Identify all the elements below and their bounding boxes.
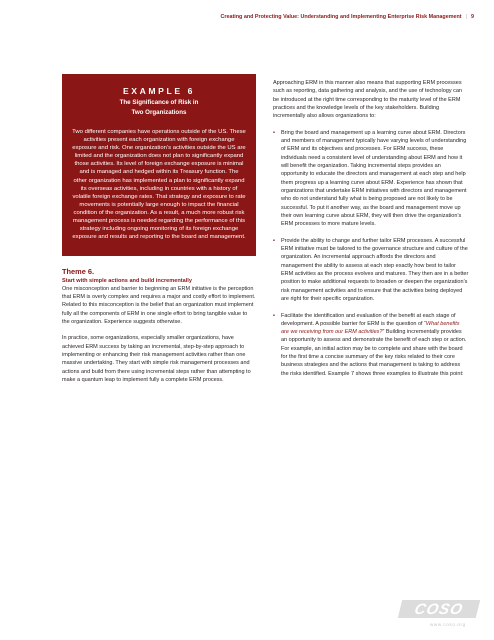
list-item [273, 312, 469, 378]
example-6-callout [62, 74, 256, 256]
list-item-text [281, 313, 466, 377]
header-separator: | [465, 14, 467, 20]
bullet-icon: • [273, 312, 275, 319]
theme-paragraph-1: One misconception and barrier to beginning an ERM initiative is the perception that ERM is overly complex and requires a major and costly effort to implement. Related to this misconception is the belief that an organization must implement fully all the components of ERM in one single effort to bring tangible value to the organization. Experience suggests otherwise. [62, 285, 256, 325]
emphasized-question: What benefits are we receiving from our ERM activities? [281, 320, 460, 336]
example-title-line-1: The Significance of Risk in [119, 99, 199, 106]
example-title [72, 98, 246, 118]
list-item-text: Bring the board and management up a learning curve about ERM. Directors and members of management typically have varying levels of understanding of ERM and its objectives and processes. For ERM success, these individuals need a consistent level of understanding about ERM and how it will benefit the organization. Taking incremental steps provides an opportunity to educate the directors and management at each step and help them progress up a learning curve about ERM. Experience has shown that organizations that undertake ERM initiatives with directors and management who do not understand fully what is being proposed are not likely to be successful. To put it another way, as the board and management move up their own learning curve about ERM, they will then drive the organization’s ERM processes to more mature levels. [281, 129, 467, 228]
running-header-title: Creating and Protecting Value: Understanding and Implementing Enterprise Risk Management [220, 14, 462, 20]
example-title-line-2: Two Organizations [131, 109, 187, 116]
page-number: 9 [471, 14, 474, 20]
list-item-text: Provide the ability to change and further tailor ERM processes. A successful ERM initiative must be tailored to the governance structure and culture of the organization. An incremental approach affords the directors and management the ability to assess at each step exactly how best to tailor ERM activities as the process evolves and matures. They then are in a better position to make additional requests to broaden or deepen the organization’s risk management activities and to ensure that the activities being deployed are right for their specific organization. [281, 237, 469, 302]
coso-logo-text: COSO [412, 600, 466, 618]
right-column [273, 79, 469, 378]
bullet-icon: • [273, 129, 275, 136]
list-item-text-end: ” Building incrementally provides an opportunity to assess and demonstrate the benefit of each step or action. For example, an initial action may be to complete and share with the board for the first time a concise summary of the key risks related to their core business strategies and the actions that management is taking to address the risks identified. Example 7 shows three examples to illustrate this point: [281, 329, 467, 377]
benefits-list [273, 129, 469, 378]
example-label: EXAMPLE 6 [122, 86, 196, 96]
list-item [273, 129, 469, 229]
theme-subheading: Start with simple actions and build incrementally [62, 277, 192, 284]
list-item-text-start: Facilitate the identification and evaluation of the benefit at each stage of development. A possible barrier for ERM is the question of “ [281, 312, 456, 327]
example-body: Two different companies have operations outside of the US. These activities present each organization with foreign exchange exposure and risk. One organization’s activities outside the US are limited and the organization does not plan to significantly expand those activities. Its level of foreign exchange exposure is minimal and is managed and hedged within its Treasury function. The other organization has implemented a plan to significantly expand its overseas activities, including in countries with a history of volatile foreign exchange rates. That strategy and exposure to rate movements is potentially large enough to impact the financial condition of the organization. As a result, a much more robust risk management process is needed regarding the performance of this strategy including ongoing monitoring of its foreign exchange exposure and results and reporting to the board and management. [72, 129, 246, 241]
theme-paragraph-2: In practice, some organizations, especially smaller organizations, have achieved ERM success by taking an incremental, step-by-step approach to implementing or enhancing their risk management activities rather than one massive undertaking. They start with simple risk management processes and actions and build from there using incremental steps rather than attempting to make a quantum leap to implement fully a complete ERM process. [62, 335, 251, 383]
list-item [273, 237, 469, 303]
bullet-icon: • [273, 237, 275, 244]
running-header [220, 14, 474, 20]
left-column [62, 268, 256, 384]
coso-logo [398, 600, 480, 618]
intro-paragraph: Approaching ERM in this manner also means that supporting ERM processes such as reporting, data gathering and analysis, and the use of technology can be introduced at the right time corresponding to the maturity level of the ERM practices and the knowledge levels of the key stakeholders. Building incrementally also allows organizations to: [273, 80, 462, 120]
theme-label: Theme 6. [62, 267, 95, 276]
footer-url: www.coso.org [430, 622, 466, 627]
